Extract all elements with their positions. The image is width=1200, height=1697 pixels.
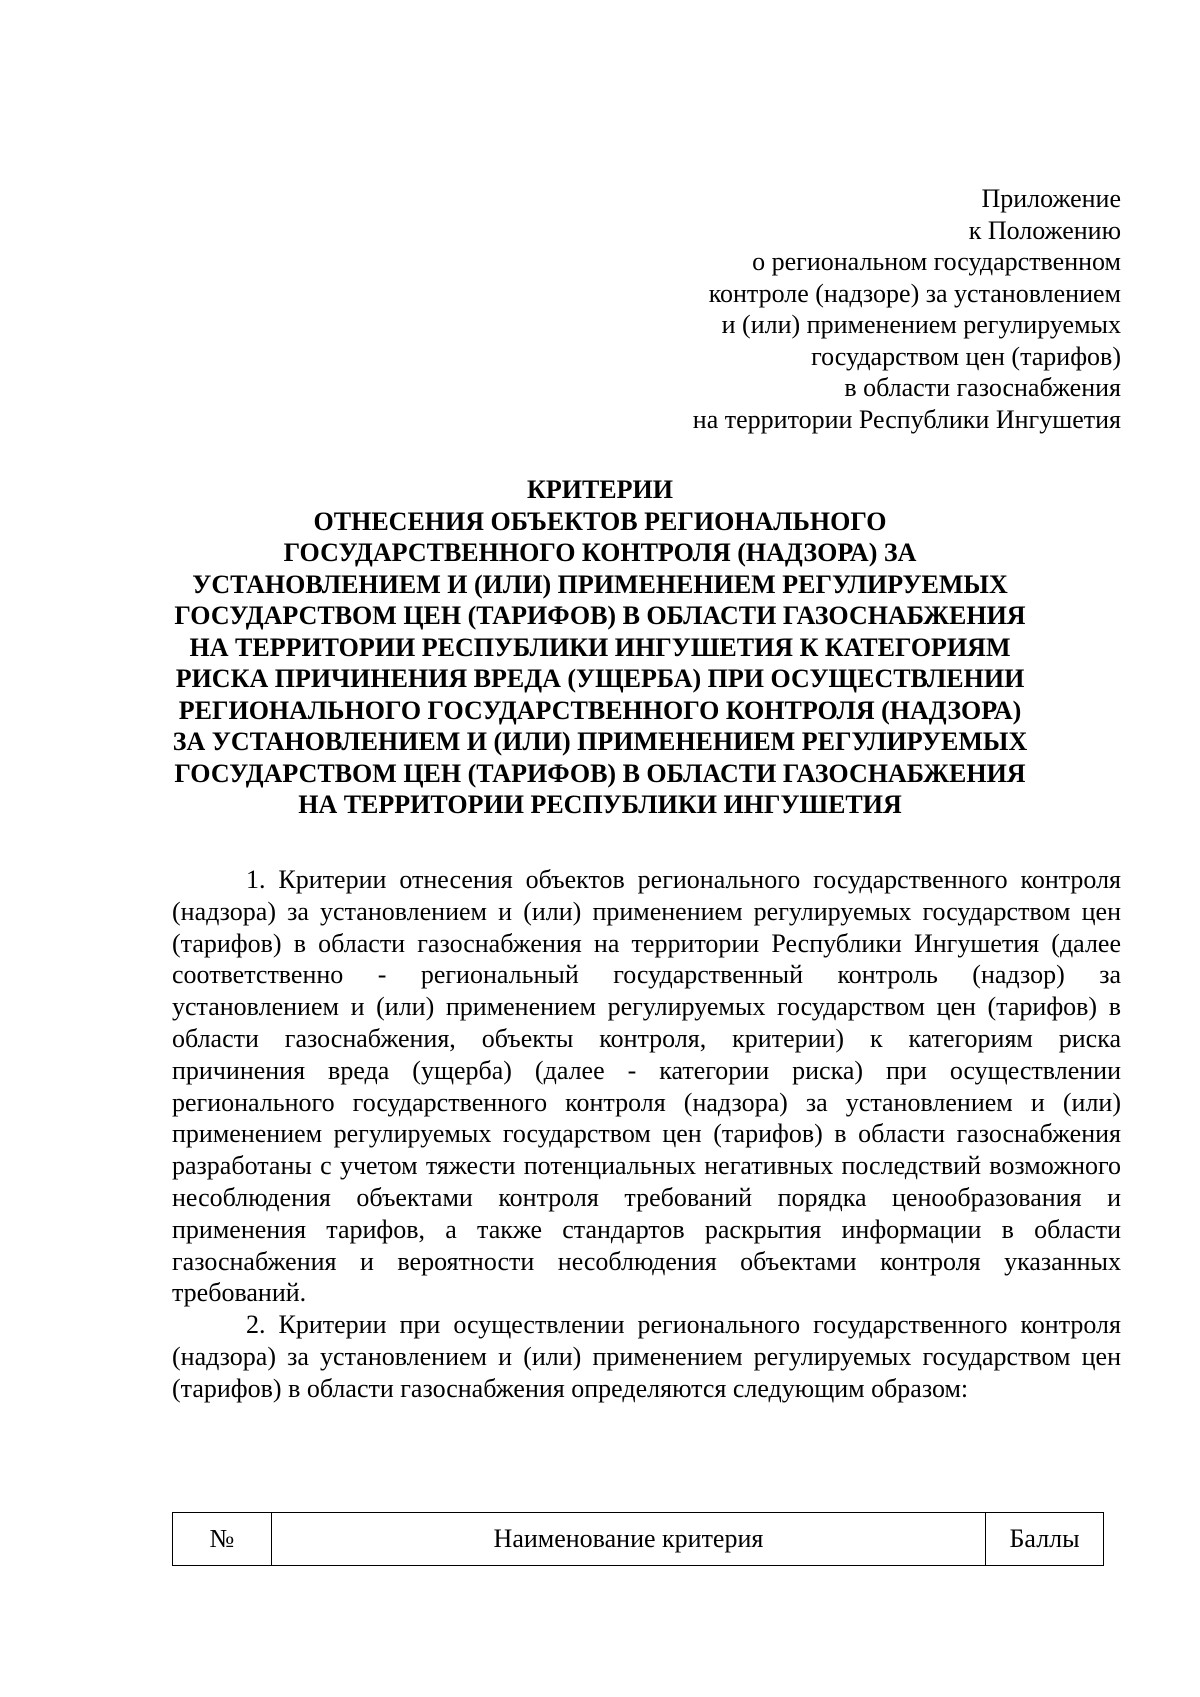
title-line: НА ТЕРРИТОРИИ РЕСПУБЛИКИ ИНГУШЕТИЯ К КАТЕГОРИЯМ <box>189 632 1011 662</box>
title-line: РЕГИОНАЛЬНОГО ГОСУДАРСТВЕННОГО КОНТРОЛЯ (НАДЗОРА) <box>178 695 1022 725</box>
title-line: ГОСУДАРСТВЕННОГО КОНТРОЛЯ (НАДЗОРА) ЗА <box>283 538 917 567</box>
title-line: ЗА УСТАНОВЛЕНИЕМ И (ИЛИ) ПРИМЕНЕНИЕМ РЕГУЛИРУЕМЫХ <box>172 727 1028 756</box>
column-header-number: № <box>173 1513 272 1566</box>
annex-line: Приложение <box>981 184 1121 213</box>
title-line: РИСКА ПРИЧИНЕНИЯ ВРЕДА (УЩЕРБА) ПРИ ОСУЩЕСТВЛЕНИИ <box>175 664 1025 693</box>
column-header-criterion-name: Наименование критерия <box>271 1513 985 1566</box>
title-line: УСТАНОВЛЕНИЕМ И (ИЛИ) ПРИМЕНЕНИЕМ РЕГУЛИРУЕМЫХ <box>192 569 1008 599</box>
title-line: КРИТЕРИИ <box>527 475 673 504</box>
annex-line: и (или) применением регулируемых <box>721 310 1121 339</box>
table-header-row <box>173 1513 1104 1566</box>
title-line: ГОСУДАРСТВОМ ЦЕН (ТАРИФОВ) В ОБЛАСТИ ГАЗОСНАБЖЕНИЯ <box>174 601 1026 630</box>
document-body <box>172 864 1121 1405</box>
annex-header <box>561 183 1121 435</box>
annex-line: к Положению <box>968 215 1121 245</box>
title-line: ОТНЕСЕНИЯ ОБЪЕКТОВ РЕГИОНАЛЬНОГО <box>313 506 887 536</box>
document-title <box>150 474 1050 821</box>
column-header-points: Баллы <box>986 1513 1104 1566</box>
paragraph-1: 1. Критерии отнесения объектов регионального государственного контроля (надзора) за установлением и (или) применением регулируемых государством цен (тарифов) в области газоснабжения на территории Республики Ингушетия (далее соответственно - региональный государственный контроль (надзор) за установлением и (или) применением регулируемых государством цен (тарифов) в области газоснабжения, объекты контроля, критерии) к категориям риска причинения вреда (ущерба) (далее - категории риска) при осуществлении регионального государственного контроля (надзора) за установлением и (или) применением регулируемых государством цен (тарифов) в области газоснабжения разработаны с учетом тяжести потенциальных негативных последствий возможного несоблюдения объектами контроля требований порядка ценообразования и применения тарифов, а также стандартов раскрытия информации в области газоснабжения и вероятности несоблюдения объектами контроля указанных требований. <box>172 865 1121 1308</box>
title-line: НА ТЕРРИТОРИИ РЕСПУБЛИКИ ИНГУШЕТИЯ <box>298 790 902 819</box>
annex-line: о региональном государственном <box>752 247 1121 276</box>
annex-line: в области газоснабжения <box>844 373 1121 402</box>
title-line: ГОСУДАРСТВОМ ЦЕН (ТАРИФОВ) В ОБЛАСТИ ГАЗОСНАБЖЕНИЯ <box>174 758 1026 788</box>
annex-line: контроле (надзоре) за установлением <box>708 278 1121 308</box>
criteria-table <box>172 1512 1104 1566</box>
paragraph-2: 2. Критерии при осуществлении регионального государственного контроля (надзора) за установлением и (или) применением регулируемых государством цен (тарифов) в области газоснабжения определяются следующим образом: <box>172 1310 1121 1403</box>
annex-line: на территории Республики Ингушетия <box>692 404 1121 434</box>
annex-line: государством цен (тарифов) <box>811 341 1121 371</box>
